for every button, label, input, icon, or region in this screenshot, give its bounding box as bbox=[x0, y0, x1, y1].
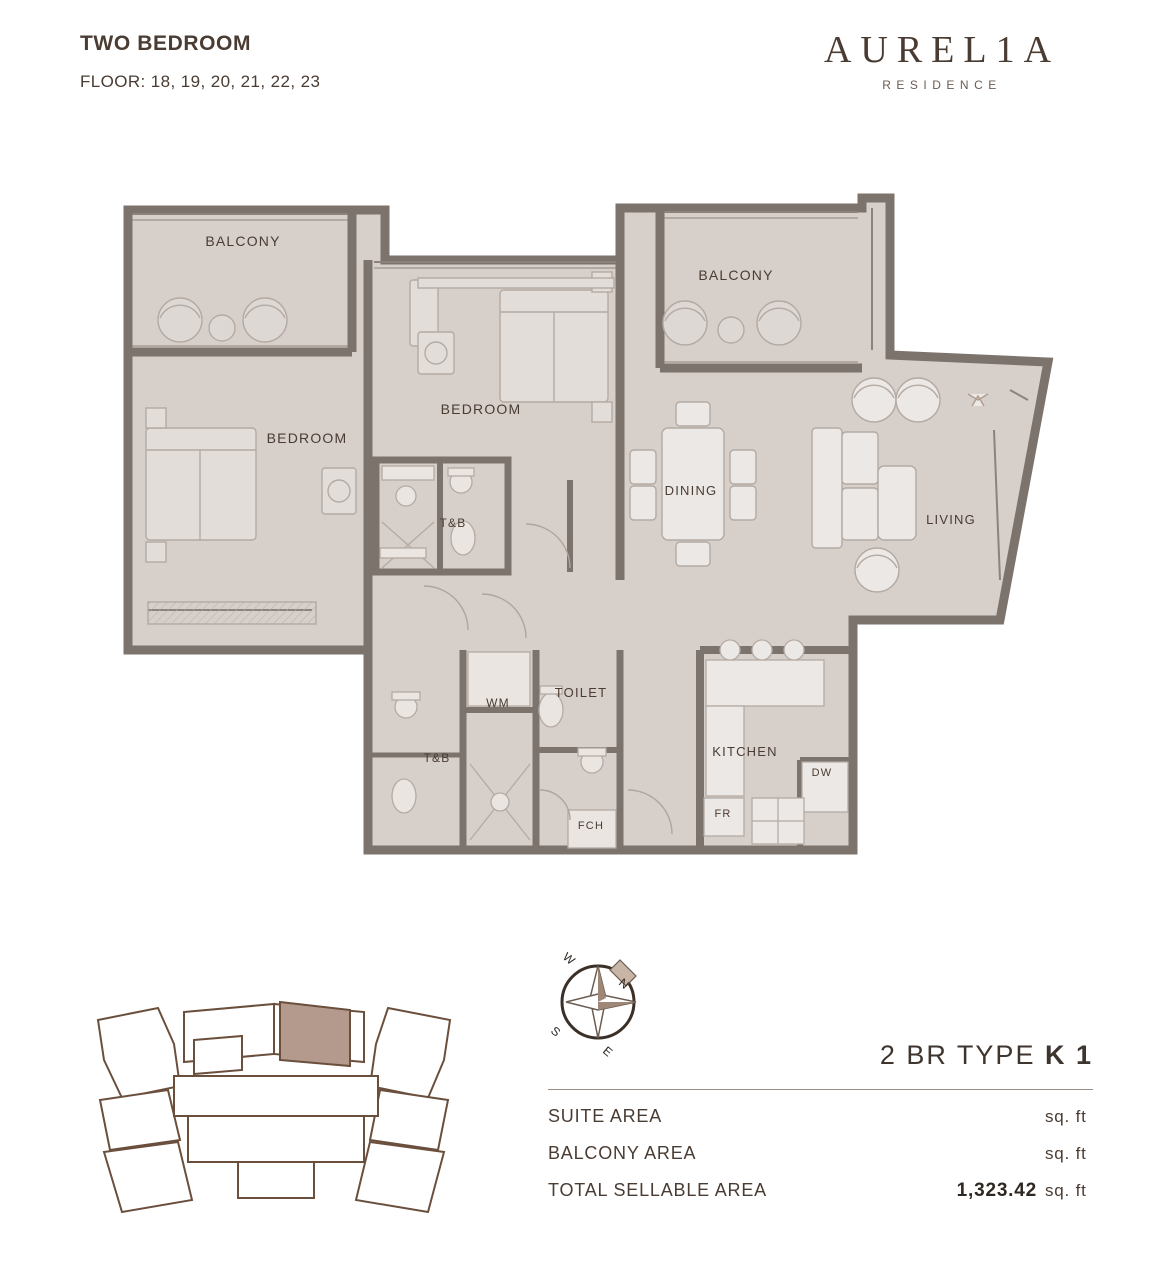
svg-text:BEDROOM: BEDROOM bbox=[266, 430, 348, 446]
total-sellable-area-value: 1,323.42 bbox=[956, 1180, 1037, 1201]
svg-text:T&B: T&B bbox=[423, 751, 451, 765]
compass-west-label: W bbox=[560, 949, 578, 968]
svg-text:T&B: T&B bbox=[439, 516, 467, 530]
balcony-area-unit: sq. ft bbox=[1045, 1144, 1087, 1163]
brand-name: AUREL1A bbox=[823, 29, 1061, 71]
unit-type-code: K 1 bbox=[1044, 1040, 1093, 1070]
key-plan bbox=[88, 990, 478, 1230]
floor-label: FLOOR: 18, 19, 20, 21, 22, 23 bbox=[80, 72, 321, 91]
key-plan-highlight-unit bbox=[280, 1002, 350, 1066]
svg-text:DINING: DINING bbox=[664, 483, 718, 498]
suite-area-unit: sq. ft bbox=[1045, 1107, 1087, 1126]
svg-text:FR: FR bbox=[714, 808, 732, 820]
compass-south-label: S bbox=[548, 1023, 564, 1040]
brand-logo bbox=[792, 28, 1092, 92]
unit-type bbox=[548, 1040, 1093, 1071]
svg-text:BALCONY: BALCONY bbox=[205, 233, 281, 249]
svg-text:DW: DW bbox=[811, 767, 833, 779]
svg-text:TOILET: TOILET bbox=[554, 685, 608, 700]
unit-type-prefix: 2 BR TYPE bbox=[879, 1040, 1036, 1070]
svg-text:FCH: FCH bbox=[577, 820, 605, 832]
brand-subtitle: RESIDENCE bbox=[882, 78, 1002, 92]
compass-east-label: E bbox=[600, 1043, 616, 1060]
svg-text:WM: WM bbox=[486, 696, 510, 710]
page-title: TWO BEDROOM bbox=[80, 32, 252, 55]
compass-north-label: N bbox=[616, 975, 632, 992]
balcony-area-label: BALCONY AREA bbox=[548, 1143, 697, 1163]
svg-text:KITCHEN: KITCHEN bbox=[712, 744, 778, 759]
svg-text:LIVING: LIVING bbox=[926, 512, 976, 527]
floor-plan bbox=[0, 150, 1174, 890]
svg-text:BALCONY: BALCONY bbox=[698, 267, 774, 283]
total-sellable-area-row bbox=[548, 1180, 1093, 1202]
total-sellable-area-unit: sq. ft bbox=[1045, 1181, 1087, 1200]
suite-area-row bbox=[548, 1106, 1093, 1127]
unit-info bbox=[548, 1040, 1093, 1202]
suite-area-label: SUITE AREA bbox=[548, 1106, 663, 1126]
info-divider bbox=[548, 1089, 1093, 1090]
svg-text:BEDROOM: BEDROOM bbox=[440, 401, 522, 417]
balcony-area-row bbox=[548, 1143, 1093, 1164]
total-sellable-area-label: TOTAL SELLABLE AREA bbox=[548, 1180, 767, 1200]
